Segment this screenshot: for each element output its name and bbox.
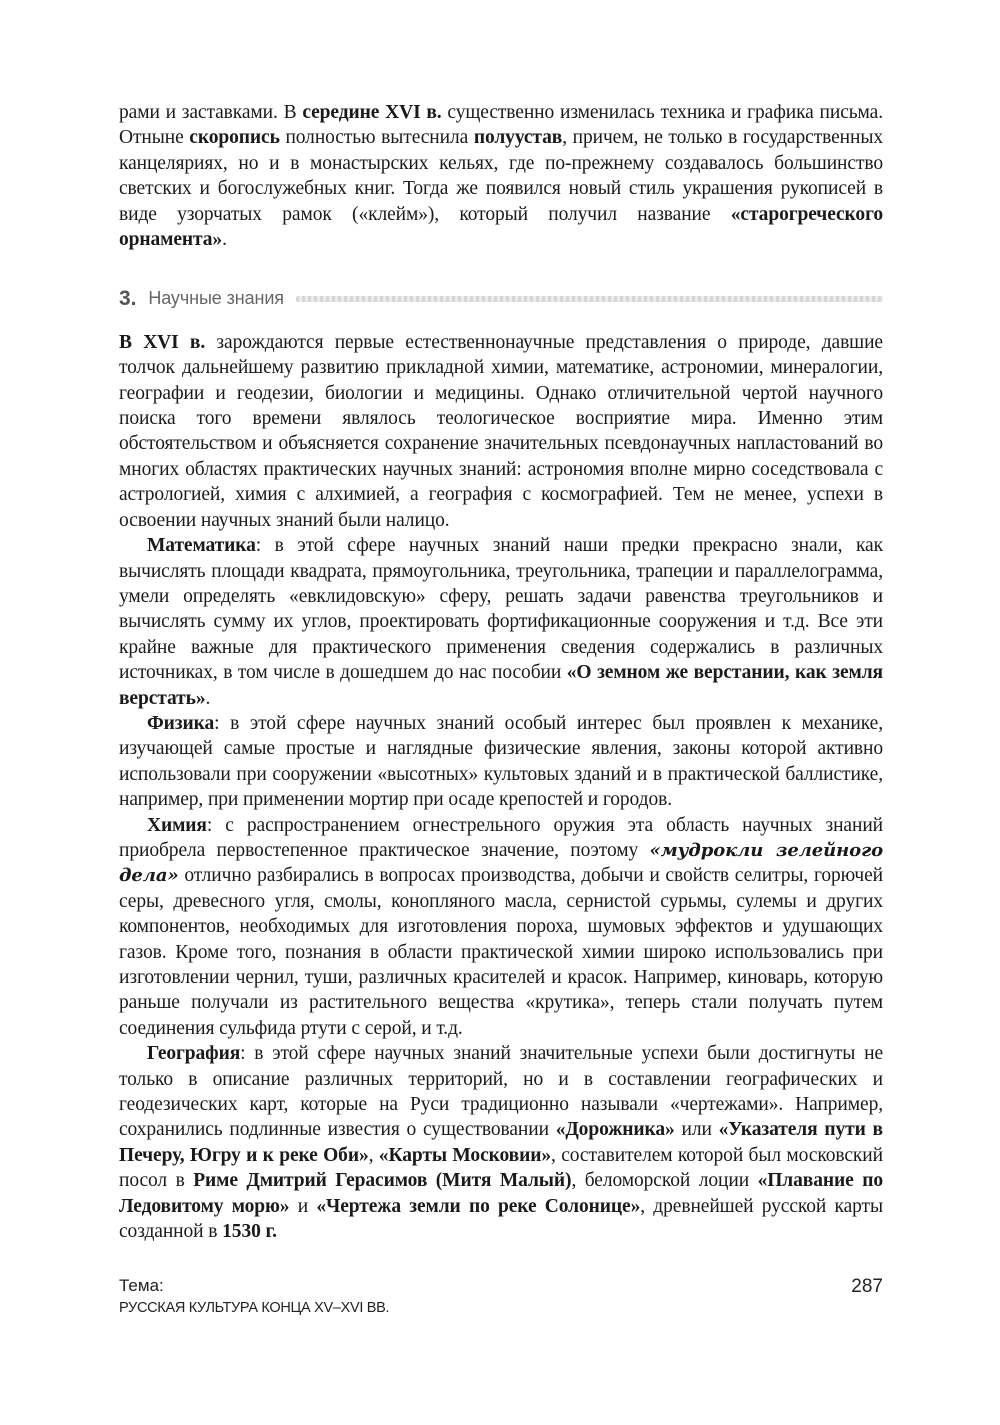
bold-run: Риме Дмитрий Герасимов (Митя Малый)	[193, 1170, 572, 1192]
intro-paragraph	[119, 100, 883, 252]
text-run: отлично разбирались в вопросах производства, добычи и свойств селитры, горючей серы, древесного угля, смолы, конопляного масла, сернистой сурьмы, сулемы и других компонентов, необходимых для изготовления пороха, шумовых эффектов и удушающих газов. Кроме того, познания в области практической химии широко использовались при изготовлении чернил, туши, различных красителей и красок. Например, киноварь, которую раньше получали из растительного вещества «крутика», теперь стали получать путем соединения сульфида ртути с серой, и т.д.	[119, 865, 883, 1039]
geography-paragraph	[119, 1041, 883, 1244]
footer-theme-label: Тема:	[119, 1276, 164, 1295]
old-slavonic-run: «мудрокли зелейного дела»	[119, 839, 884, 887]
footer-topic: РУССКАЯ КУЛЬТУРА КОНЦА XV–XVI ВВ.	[119, 1300, 390, 1316]
bold-run: «Карты Московии»	[378, 1144, 552, 1166]
math-paragraph	[119, 533, 883, 711]
bold-run: «старогреческого орнамента»	[119, 203, 883, 251]
text-run: : в этой сфере научных знаний особый интерес был проявлен к механике, изучающей самые простые и наглядные физические явления, законы которой активно использовали при сооружении «высотных» культовых зданий и в практической баллистике, например, при применении мортир при осаде крепостей и городов.	[119, 712, 883, 811]
page-body	[119, 100, 883, 1244]
text-run: , причем, не только в государственных канцеляриях, но и в монастырских кельях, где по-прежнему создавалось большинство светских и богослужебных книг. Тогда же появился новый стиль украшения рукописей в виде узорчатых рамок («клейм»), который получил название	[119, 127, 883, 225]
page-number: 287	[851, 1276, 883, 1297]
text-run: : в этой сфере научных знаний значительные успехи были достигнуты не только в описание различных территорий, но и в составлении географических и геодезических карт, которые на Руси традиционно называли «чертежами». Например, сохранились подлинные известия о существовании	[119, 1043, 883, 1141]
term-physics: Физика	[147, 712, 215, 734]
text-run: или	[674, 1119, 719, 1141]
text-run: и	[289, 1195, 317, 1217]
section-title: Научные знания	[148, 288, 284, 309]
section-divider	[296, 296, 883, 302]
text-run: .	[222, 229, 227, 251]
text-run: , древнейшей русской карты созданной в	[119, 1195, 883, 1243]
section-number: 3.	[119, 287, 137, 311]
text-run: существенно изменилась техника и графика письма. Отныне	[119, 102, 883, 149]
text-run: : в этой сфере научных знаний наши предки прекрасно знали, как вычислять площади квадрата, прямоугольника, треугольника, трапеции и параллелограмма, умели определять «евклидовскую» сферу, решать задачи равенства треугольников и вычислять сумму их углов, проектировать фортификационные сооружения и т.д. Все эти крайне важные для практического применения сведения содержались в различных источниках, в том числе в дошедшем до нас пособии	[119, 535, 883, 684]
text-run: зарождаются первые естественнонаучные представления о природе, давшие толчок дальнейшему развитию прикладной химии, математике, астрономии, минералогии, географии и геодезии, биологии и медицины. Однако отличительной чертой научного поиска того времени являлось теологическое восприятие мира. Именно этим обстоятельством и объясняется сохранение значительных псевдонаучных напластований во многих областях практических научных знаний: астрономия вполне мирно соседствовала с астрологией, химия с алхимией, а география с космографией. Тем не менее, успехи в освоении научных знаний были налицо.	[119, 331, 883, 531]
chemistry-paragraph	[119, 813, 883, 1042]
bold-run: «Чертежа земли по реке Солонице»	[316, 1195, 641, 1217]
physics-paragraph	[119, 711, 883, 813]
text-run: полностью вытеснила	[279, 127, 474, 149]
text-run: , беломорской лоции	[571, 1170, 758, 1192]
section-heading	[119, 286, 883, 311]
section-intro-paragraph	[119, 330, 883, 533]
bold-run: «Указателя пути в Печеру, Югру и к реке Оби»	[119, 1119, 883, 1166]
term-mathematics: Математика	[147, 535, 256, 557]
page-footer	[119, 1276, 883, 1316]
bold-run: полуустав	[473, 127, 563, 149]
term-geography: География	[147, 1043, 241, 1065]
bold-run: В XVI в.	[119, 331, 206, 353]
text-run: , составителем которой был московский посол в	[119, 1144, 883, 1192]
text-run: рами и заставками. В	[119, 102, 303, 123]
text-run: ,	[368, 1144, 379, 1166]
bold-run: «О земном же верстании, как земля верстать»	[119, 662, 883, 709]
text-run: : с распространением огнестрельного оружия эта область научных знаний приобрела первостепенное практическое значение, поэтому	[119, 814, 883, 861]
bold-run: «Дорожника»	[555, 1119, 675, 1141]
bold-run: скоропись	[189, 127, 280, 149]
bold-run: середине XVI в.	[302, 102, 442, 123]
term-chemistry: Химия	[147, 814, 207, 836]
text-run: .	[205, 687, 211, 709]
bold-run: «Плавание по Ледовитому морю»	[119, 1170, 883, 1217]
bold-run: 1530 г.	[222, 1221, 277, 1243]
